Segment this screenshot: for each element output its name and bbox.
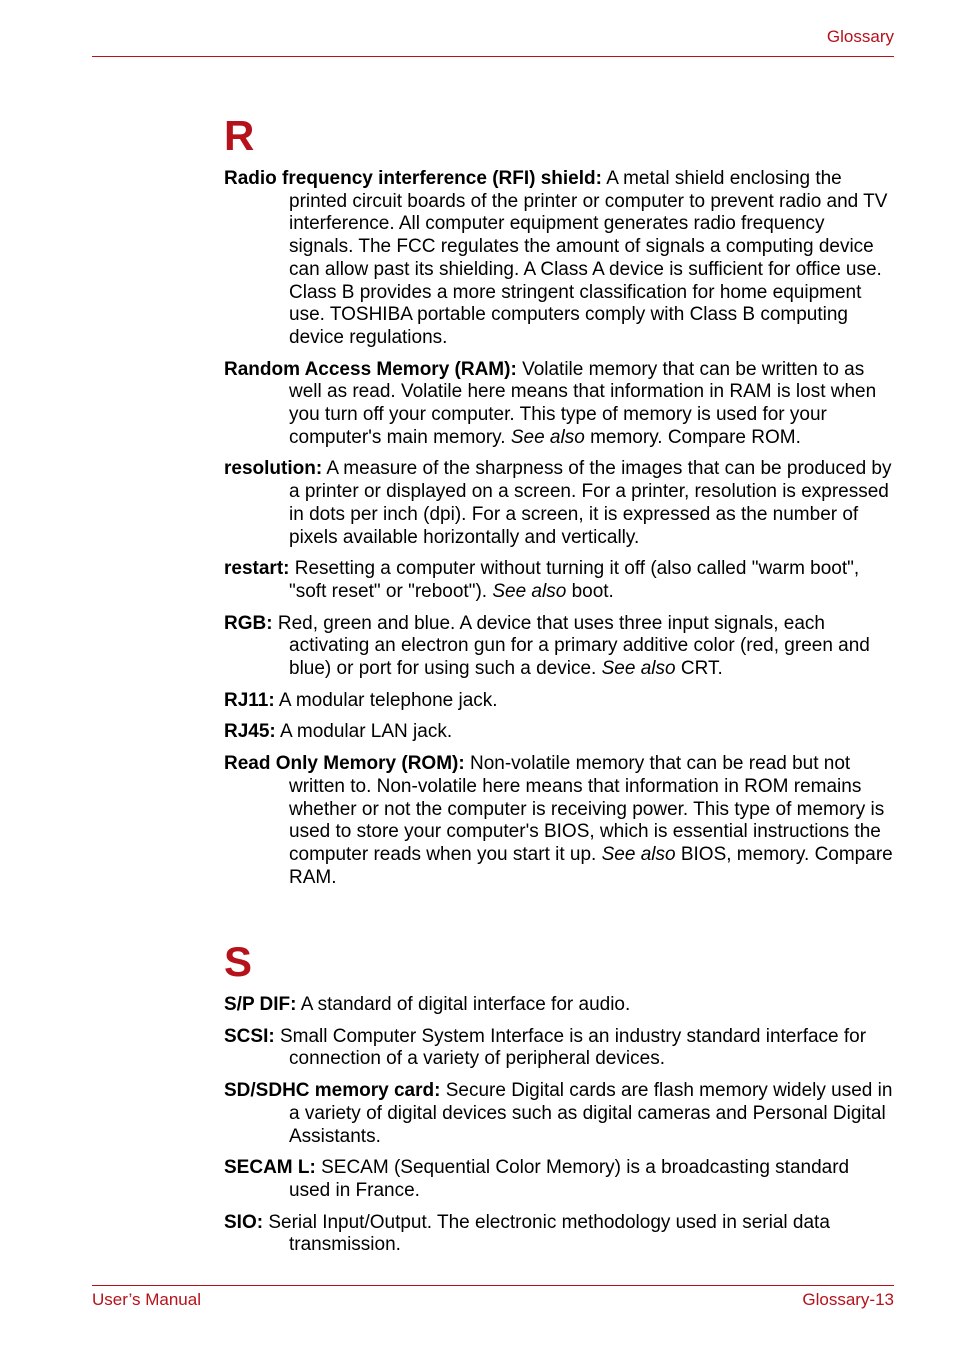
glossary-section-s xyxy=(224,938,894,1266)
glossary-entry xyxy=(224,994,894,1017)
glossary-entry xyxy=(224,721,894,744)
definition-text: Red, green and blue. A device that uses three input signals, each activating an electron gun for a primary additive color (red, green and blue) or port for using such a device. xyxy=(272,612,870,680)
glossary-term: RJ45: xyxy=(224,721,276,743)
definition-text: CRT. xyxy=(675,658,723,680)
running-header-title: Glossary xyxy=(826,27,894,46)
definition-text: Small Computer System Interface is an industry standard interface for connection of a variety of peripheral devices. xyxy=(274,1025,867,1070)
glossary-term: restart: xyxy=(224,558,290,580)
glossary-entry xyxy=(224,359,894,450)
definition-text: Serial Input/Output. The electronic methodology used in serial data transmission. xyxy=(263,1211,830,1256)
definition-text: BIOS, memory. Compare RAM. xyxy=(289,843,893,888)
glossary-term: SIO: xyxy=(224,1211,264,1233)
glossary-term: resolution: xyxy=(224,458,323,480)
glossary-term: Radio frequency interference (RFI) shield: xyxy=(224,168,602,189)
glossary-term: SCSI: xyxy=(224,1025,275,1047)
footer-rule xyxy=(92,1285,894,1286)
footer-page-number: Glossary-13 xyxy=(802,1290,894,1309)
footer-manual-title: User’s Manual xyxy=(92,1290,201,1309)
glossary-term: S/P DIF: xyxy=(224,994,297,1015)
glossary-term: SD/SDHC memory card: xyxy=(224,1080,441,1102)
glossary-entry xyxy=(224,1157,894,1202)
glossary-entry xyxy=(224,613,894,681)
definition-text: A metal shield enclosing the printed circuit boards of the printer or computer to prevent radio and TV interference. All computer equipment generates radio frequency signals. The FCC regulates the amount of signals a computing device can allow past its shielding. A Class A device is sufficient for office use. Class B provides a more stringent classification for home equipment use. TOSHIBA portable computers comply with Class B computing device regulations. xyxy=(289,168,888,348)
glossary-entry xyxy=(224,458,894,549)
definition-text: A standard of digital interface for audio. xyxy=(296,994,631,1015)
glossary-entry xyxy=(224,1026,894,1071)
definition-text: Resetting a computer without turning it off (also called "warm boot", "soft reset" or "reboot"). xyxy=(289,558,860,602)
definition-text: Non-volatile memory that can be read but not written to. Non-volatile here means that information in ROM remains whether or not the computer is receiving power. This type of memory is used to store your computer's BIOS, which is essential instructions the computer reads when you start it up. xyxy=(289,753,885,865)
section-letter: R xyxy=(224,112,255,159)
glossary-entry xyxy=(224,1212,894,1257)
glossary-entry xyxy=(224,753,894,889)
definition-text: memory. Compare ROM. xyxy=(584,426,801,448)
section-letter: S xyxy=(224,938,253,985)
glossary-entry xyxy=(224,168,894,350)
glossary-term: RGB: xyxy=(224,612,273,634)
glossary-term: Random Access Memory (RAM): xyxy=(224,358,517,380)
glossary-entry xyxy=(224,558,894,603)
definition-text: A modular telephone jack. xyxy=(274,689,498,711)
definition-text: boot. xyxy=(566,580,614,602)
header-rule xyxy=(92,56,894,57)
glossary-term: SECAM L: xyxy=(224,1157,316,1179)
definition-text: Volatile memory that can be written to as well as read. Volatile here means that information in RAM is lost when you turn off your computer. This type of memory is used for your computer's main memory. xyxy=(289,358,877,448)
glossary-section-r xyxy=(224,112,894,898)
cross-reference-label: See also xyxy=(492,580,567,602)
definition-text: A measure of the sharpness of the images that can be produced by a printer or displayed on a screen. For a printer, resolution is expressed in dots per inch (dpi). For a screen, it is expressed as the number of pixels available horizontally and vertically. xyxy=(289,458,892,548)
cross-reference-label: See also xyxy=(601,658,676,680)
definition-text: Secure Digital cards are flash memory widely used in a variety of digital devices such as digital cameras and Personal Digital Assistants. xyxy=(289,1080,893,1147)
cross-reference-label: See also xyxy=(510,426,585,448)
glossary-entry xyxy=(224,1080,894,1148)
cross-reference-label: See also xyxy=(601,843,676,865)
definition-text: SECAM (Sequential Color Memory) is a broadcasting standard used in France. xyxy=(289,1157,850,1201)
glossary-term: Read Only Memory (ROM): xyxy=(224,753,465,775)
glossary-entry xyxy=(224,690,894,713)
definition-text: A modular LAN jack. xyxy=(275,721,453,743)
glossary-term: RJ11: xyxy=(224,689,275,711)
